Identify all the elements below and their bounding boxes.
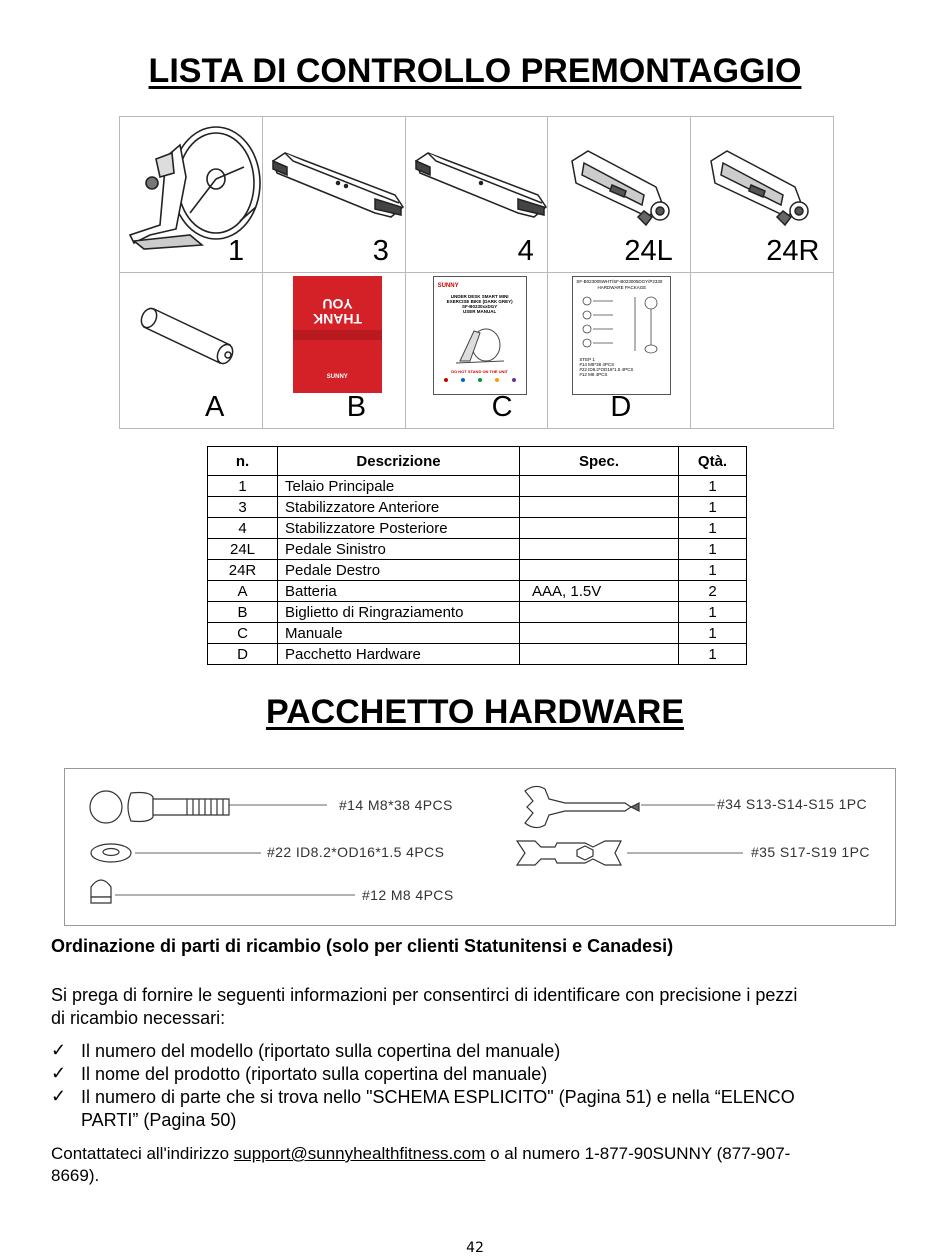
table-row (208, 518, 747, 539)
manual-warning: DO NOT STAND ON THE UNIT (451, 369, 508, 374)
check-icon: ✓ (51, 1063, 67, 1083)
contact-line2: 8669). (51, 1166, 100, 1185)
sheet-step: STEP 1 (579, 357, 595, 362)
multi-wrench-icon (525, 786, 631, 827)
cell-qty: 1 (679, 518, 747, 539)
cell-spec (520, 497, 679, 518)
manual-model: SF-B0230xxDGY (461, 304, 498, 309)
table-row (208, 497, 747, 518)
sheet-line1: #14 M8*38 4PCS (579, 362, 615, 367)
part-cell-24r (691, 117, 834, 273)
part-cell-a (120, 273, 263, 429)
manual-brand: SUNNY (437, 283, 459, 289)
contact-line1 (51, 1142, 790, 1165)
col-header-number: n. (208, 447, 278, 476)
table-row (208, 476, 747, 497)
cap-nut-icon (91, 880, 111, 897)
manual-title-line2: EXERCISE BIKE (DARK GREY) (446, 299, 513, 304)
table-row (208, 623, 747, 644)
hardware-washer-label: #22 ID8.2*OD16*1.5 4PCS (267, 844, 445, 860)
cell-description: Biglietto di Ringraziamento (278, 602, 520, 623)
manual-subtitle: USER MANUAL (462, 309, 497, 314)
you-text: YOU (322, 296, 353, 312)
cell-description: Pacchetto Hardware (278, 644, 520, 665)
hardware-bolt-label: #14 M8*38 4PCS (339, 797, 453, 813)
spare-parts-intro-line2: di ricambio necessari: (51, 1008, 226, 1028)
cell-spec (520, 518, 679, 539)
cell-number: 3 (208, 497, 278, 518)
cell-number: C (208, 623, 278, 644)
checklist-item-continued: PARTI” (Pagina 50) (81, 1110, 237, 1130)
manual-cover-image (433, 276, 527, 395)
cell-number: 1 (208, 476, 278, 497)
checklist-item: Il numero del modello (riportato sulla copertina del manuale) (81, 1041, 561, 1061)
col-header-description: Descrizione (278, 447, 520, 476)
part-cell-3 (262, 117, 405, 273)
part-label: B (346, 391, 367, 423)
check-icon: ✓ (51, 1040, 67, 1060)
table-row (208, 602, 747, 623)
contact-prefix: Contattateci all'indirizzo (51, 1144, 234, 1163)
cell-spec (520, 539, 679, 560)
hardware-wrench35-label: #35 S17-S19 1PC (751, 844, 870, 860)
cell-number: D (208, 644, 278, 665)
cell-number: A (208, 581, 278, 602)
cell-number: B (208, 602, 278, 623)
cell-qty: 1 (679, 476, 747, 497)
part-cell-b (262, 273, 405, 429)
part-cell-c (405, 273, 548, 429)
manual-bike-picture (452, 321, 508, 365)
part-label: 24R (766, 235, 820, 267)
cell-description: Telaio Principale (278, 476, 520, 497)
part-label: C (491, 391, 513, 423)
cell-spec (520, 476, 679, 497)
check-icon: ✓ (51, 1086, 67, 1106)
checklist-title: LISTA DI CONTROLLO PREMONTAGGIO (148, 52, 802, 90)
hardware-package-box (64, 768, 896, 926)
cell-description: Batteria (278, 581, 520, 602)
part-label: 24L (624, 235, 673, 267)
manual-title-line1: UNDER DESK SMART MINI (450, 294, 509, 299)
cell-qty: 2 (679, 581, 747, 602)
contact-suffix: o al numero 1-877-90SUNNY (877-907- (485, 1144, 791, 1163)
part-label: 4 (517, 235, 534, 267)
parts-table (207, 446, 747, 665)
cell-qty: 1 (679, 497, 747, 518)
sheet-hardware-drawing (579, 293, 665, 355)
sheet-line2: #22 ID8.2*OD16*1.5 4PCS (579, 367, 634, 372)
table-row (208, 539, 747, 560)
spare-parts-heading: Ordinazione di parti di ricambio (solo per clienti Statunitensi e Canadesi) (51, 936, 674, 956)
spare-parts-intro-line1: Si prega di fornire le seguenti informazioni per consentirci di identificare con precisione i pezzi (51, 985, 798, 1005)
hardware-nut-label: #12 M8 4PCS (362, 887, 454, 903)
part-cell-d (548, 273, 691, 429)
part-cell-1 (120, 117, 263, 273)
cell-qty: 1 (679, 623, 747, 644)
battery-illustration (120, 273, 263, 428)
page-number: 42 (466, 1240, 484, 1256)
cell-qty: 1 (679, 539, 747, 560)
cell-spec: AAA, 1.5V (520, 581, 679, 602)
bolt-icon (128, 793, 153, 822)
cell-description: Stabilizzatore Posteriore (278, 518, 520, 539)
cell-description: Manuale (278, 623, 520, 644)
cell-description: Pedale Destro (278, 560, 520, 581)
table-row (208, 644, 747, 665)
cell-qty: 1 (679, 560, 747, 581)
checklist-item: Il numero di parte che si trova nello "SCHEMA ESPLICITO" (Pagina 51) e nella “ELENCO (81, 1087, 795, 1107)
table-header-row (208, 447, 747, 476)
col-header-spec: Spec. (520, 447, 679, 476)
parts-grid (119, 116, 834, 429)
part-cell-4 (405, 117, 548, 273)
hardware-sheet-image (572, 276, 671, 395)
cell-spec (520, 623, 679, 644)
cell-description: Pedale Sinistro (278, 539, 520, 560)
thank-you-card-image (293, 276, 382, 393)
cell-qty: 1 (679, 644, 747, 665)
hardware-wrench34-label: #34 S13-S14-S15 1PC (717, 796, 868, 812)
table-row (208, 560, 747, 581)
cell-spec (520, 560, 679, 581)
cell-qty: 1 (679, 602, 747, 623)
sheet-header2: HARDWARE PACKAGE (597, 285, 647, 290)
card-brand: SUNNY (326, 374, 348, 380)
bolt-head-icon (90, 791, 122, 823)
cell-number: 24R (208, 560, 278, 581)
cell-number: 4 (208, 518, 278, 539)
part-label: 1 (228, 235, 245, 267)
table-row (208, 581, 747, 602)
cell-spec (520, 602, 679, 623)
col-header-qty: Qtà. (679, 447, 747, 476)
hardware-title: PACCHETTO HARDWARE (265, 693, 685, 731)
cell-description: Stabilizzatore Anteriore (278, 497, 520, 518)
cell-spec (520, 644, 679, 665)
thank-you-text: THANK (312, 311, 362, 327)
cell-number: 24L (208, 539, 278, 560)
part-label: 3 (372, 235, 389, 267)
part-label: D (610, 391, 632, 423)
part-label: A (205, 391, 225, 423)
part-cell-empty (691, 273, 834, 429)
open-end-wrench-icon (517, 841, 621, 865)
support-email-link[interactable]: support@sunnyhealthfitness.com (233, 1144, 486, 1163)
checklist-item: Il nome del prodotto (riportato sulla copertina del manuale) (81, 1064, 548, 1084)
part-cell-24l (548, 117, 691, 273)
sheet-header1: SF-B023005WHT/SF-B023005DGY/P2330 (576, 279, 663, 284)
sheet-line3: #12 M8 4PCS (579, 372, 608, 377)
